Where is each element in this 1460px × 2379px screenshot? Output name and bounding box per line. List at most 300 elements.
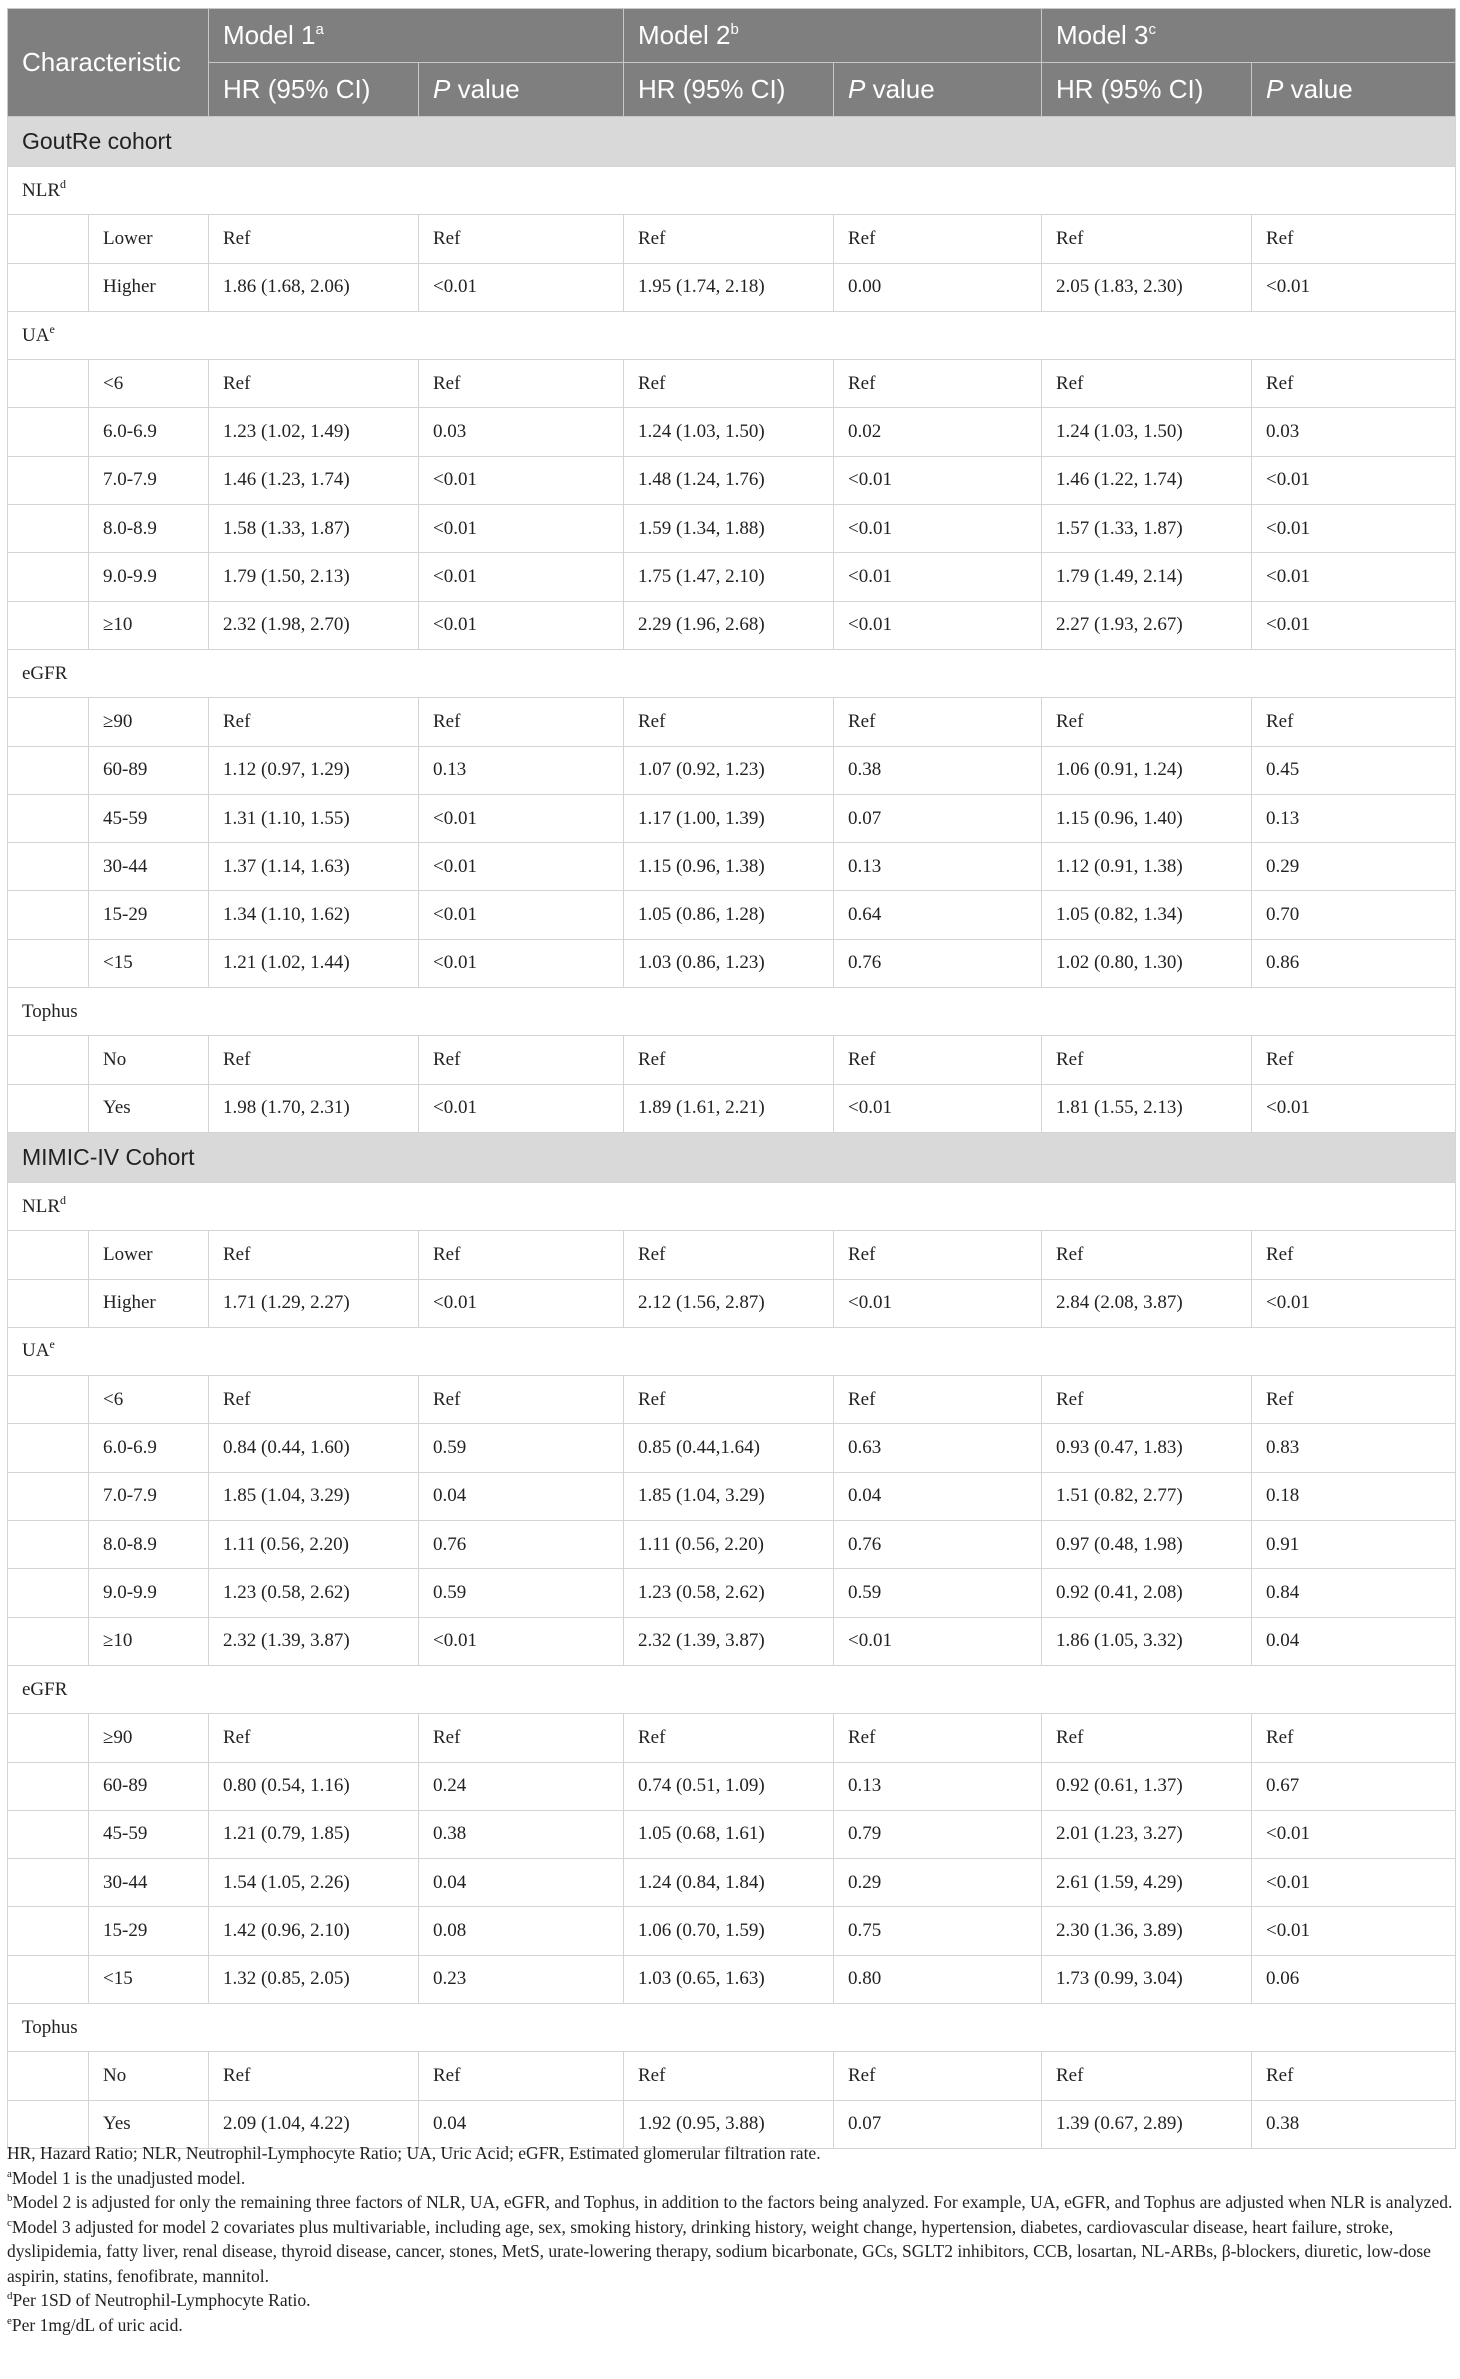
level-cell: Yes: [89, 1084, 209, 1132]
p-value-cell-model-3: Ref: [1252, 360, 1456, 408]
p-value-cell-model-3: <0.01: [1252, 1859, 1456, 1907]
p-value-cell-model-3: <0.01: [1252, 553, 1456, 601]
variable-label: [8, 1327, 1456, 1375]
p-value-cell-model-1: <0.01: [419, 263, 624, 311]
footnote-marker: b: [7, 2192, 13, 2204]
variable-group-row: [8, 167, 1456, 215]
hr-cell-model-2: 1.06 (0.70, 1.59): [624, 1907, 834, 1955]
hr-cell-model-1: 2.32 (1.39, 3.87): [209, 1617, 419, 1665]
table-row: [8, 1376, 1456, 1424]
indent-cell: [8, 1084, 89, 1132]
indent-cell: [8, 456, 89, 504]
p-value-cell-model-2: <0.01: [834, 1617, 1042, 1665]
p-value-cell-model-1: 0.08: [419, 1907, 624, 1955]
variable-name: eGFR: [22, 662, 68, 684]
hr-cell-model-1: 1.23 (1.02, 1.49): [209, 408, 419, 456]
footnote-marker: e: [49, 1337, 55, 1352]
p-value-cell-model-3: 0.67: [1252, 1762, 1456, 1810]
p-value-cell-model-3: Ref: [1252, 1231, 1456, 1279]
p-value-cell-model-2: Ref: [834, 360, 1042, 408]
p-value-cell-model-2: 0.29: [834, 1859, 1042, 1907]
table-row: [8, 408, 1456, 456]
table-row: [8, 553, 1456, 601]
p-value-cell-model-3: 0.91: [1252, 1521, 1456, 1569]
hr-cell-model-2: 1.85 (1.04, 3.29): [624, 1472, 834, 1520]
p-value-cell-model-1: 0.38: [419, 1810, 624, 1858]
table-row: [8, 456, 1456, 504]
indent-cell: [8, 1810, 89, 1858]
variable-group-row: [8, 2003, 1456, 2051]
cohort-title: MIMIC-IV Cohort: [8, 1132, 1456, 1182]
table-row: [8, 746, 1456, 794]
indent-cell: [8, 1955, 89, 2003]
p-value-cell-model-1: 0.59: [419, 1569, 624, 1617]
p-value-cell-model-2: 0.76: [834, 1521, 1042, 1569]
p-value-cell-model-3: <0.01: [1252, 1084, 1456, 1132]
hr-cell-model-2: 1.89 (1.61, 2.21): [624, 1084, 834, 1132]
variable-group-row: [8, 1327, 1456, 1375]
hr-cell-model-3: 2.30 (1.36, 3.89): [1042, 1907, 1252, 1955]
footnote-marker: e: [49, 321, 55, 336]
hr-cell-model-2: 2.29 (1.96, 2.68): [624, 601, 834, 649]
p-value-cell-model-1: 0.04: [419, 1472, 624, 1520]
p-value-cell-model-2: <0.01: [834, 505, 1042, 553]
level-cell: <6: [89, 1376, 209, 1424]
p-value-cell-model-1: <0.01: [419, 1084, 624, 1132]
p-value-cell-model-3: 0.45: [1252, 746, 1456, 794]
p-value-cell-model-3: 0.13: [1252, 794, 1456, 842]
table-row: [8, 1472, 1456, 1520]
hr-cell-model-1: Ref: [209, 1376, 419, 1424]
hr-cell-model-2: 1.23 (0.58, 2.62): [624, 1569, 834, 1617]
table-row: [8, 1859, 1456, 1907]
indent-cell: [8, 843, 89, 891]
indent-cell: [8, 505, 89, 553]
hr-cell-model-2: Ref: [624, 1376, 834, 1424]
p-value-cell-model-1: <0.01: [419, 1279, 624, 1327]
p-value-cell-model-1: Ref: [419, 1036, 624, 1084]
p-value-cell-model-1: Ref: [419, 1376, 624, 1424]
footnote-text: Per 1SD of Neutrophil-Lymphocyte Ratio.: [12, 2290, 311, 2310]
table-row: [8, 1762, 1456, 1810]
p-value-cell-model-2: Ref: [834, 1376, 1042, 1424]
p-value-cell-model-2: <0.01: [834, 1084, 1042, 1132]
variable-label: [8, 167, 1456, 215]
hr-cell-model-2: Ref: [624, 215, 834, 263]
variable-name: UA: [22, 1340, 50, 1362]
p-value-cell-model-2: 0.13: [834, 843, 1042, 891]
hr-cell-model-3: 1.46 (1.22, 1.74): [1042, 456, 1252, 504]
p-value-cell-model-2: <0.01: [834, 456, 1042, 504]
hr-cell-model-2: Ref: [624, 2052, 834, 2100]
level-cell: Yes: [89, 2100, 209, 2148]
hr-cell-model-3: 2.01 (1.23, 3.27): [1042, 1810, 1252, 1858]
hr-cell-model-1: 1.86 (1.68, 2.06): [209, 263, 419, 311]
p-value-cell-model-2: Ref: [834, 1714, 1042, 1762]
indent-cell: [8, 794, 89, 842]
header-model-1: Model 1$^a$: [209, 9, 624, 63]
variable-label: [8, 1665, 1456, 1713]
level-cell: 6.0-6.9: [89, 408, 209, 456]
level-cell: ≥10: [89, 1617, 209, 1665]
hr-cell-model-1: 1.21 (1.02, 1.44): [209, 939, 419, 987]
indent-cell: [8, 746, 89, 794]
footnote: [7, 2190, 1455, 2215]
p-value-cell-model-2: Ref: [834, 1231, 1042, 1279]
hr-cell-model-2: 1.24 (0.84, 1.84): [624, 1859, 834, 1907]
hr-cell-model-3: 1.24 (1.03, 1.50): [1042, 408, 1252, 456]
indent-cell: [8, 1231, 89, 1279]
level-cell: No: [89, 2052, 209, 2100]
hr-cell-model-3: Ref: [1042, 698, 1252, 746]
p-value-cell-model-1: 0.59: [419, 1424, 624, 1472]
level-cell: 7.0-7.9: [89, 1472, 209, 1520]
p-value-cell-model-1: 0.04: [419, 1859, 624, 1907]
table-header: [8, 9, 1456, 117]
variable-name: Tophus: [22, 2016, 78, 2038]
table-row: [8, 601, 1456, 649]
p-value-cell-model-3: 0.03: [1252, 408, 1456, 456]
footnote-marker: d: [7, 2290, 13, 2302]
header-hr-2: HR (95% CI): [624, 63, 834, 117]
p-value-cell-model-3: <0.01: [1252, 1810, 1456, 1858]
indent-cell: [8, 1762, 89, 1810]
p-value-cell-model-3: Ref: [1252, 215, 1456, 263]
level-cell: 60-89: [89, 746, 209, 794]
level-cell: <15: [89, 939, 209, 987]
hr-cell-model-2: 1.59 (1.34, 1.88): [624, 505, 834, 553]
variable-label: [8, 1182, 1456, 1230]
p-value-cell-model-3: 0.29: [1252, 843, 1456, 891]
p-value-cell-model-1: 0.76: [419, 1521, 624, 1569]
table-row: [8, 1231, 1456, 1279]
hr-cell-model-1: 1.42 (0.96, 2.10): [209, 1907, 419, 1955]
indent-cell: [8, 891, 89, 939]
p-value-cell-model-1: <0.01: [419, 794, 624, 842]
level-cell: Lower: [89, 215, 209, 263]
hr-cell-model-1: Ref: [209, 698, 419, 746]
cohort-section-row: [8, 1132, 1456, 1182]
variable-name: eGFR: [22, 1678, 68, 1700]
footnote-marker: d: [60, 176, 66, 191]
p-value-cell-model-3: 0.70: [1252, 891, 1456, 939]
hr-cell-model-1: 0.84 (0.44, 1.60): [209, 1424, 419, 1472]
hr-cell-model-3: Ref: [1042, 2052, 1252, 2100]
variable-group-row: [8, 1182, 1456, 1230]
p-value-cell-model-1: 0.04: [419, 2100, 624, 2148]
hr-cell-model-3: 1.81 (1.55, 2.13): [1042, 1084, 1252, 1132]
p-value-cell-model-2: Ref: [834, 215, 1042, 263]
p-value-cell-model-1: Ref: [419, 2052, 624, 2100]
hr-cell-model-3: 2.84 (2.08, 3.87): [1042, 1279, 1252, 1327]
hr-cell-model-3: 0.93 (0.47, 1.83): [1042, 1424, 1252, 1472]
indent-cell: [8, 1859, 89, 1907]
hr-cell-model-3: 0.97 (0.48, 1.98): [1042, 1521, 1252, 1569]
hr-cell-model-2: 0.85 (0.44,1.64): [624, 1424, 834, 1472]
p-value-cell-model-1: <0.01: [419, 456, 624, 504]
hr-cell-model-3: 2.05 (1.83, 2.30): [1042, 263, 1252, 311]
hr-cell-model-2: 1.92 (0.95, 3.88): [624, 2100, 834, 2148]
p-value-cell-model-3: 0.84: [1252, 1569, 1456, 1617]
table-row: [8, 1810, 1456, 1858]
level-cell: 9.0-9.9: [89, 1569, 209, 1617]
indent-cell: [8, 215, 89, 263]
indent-cell: [8, 1521, 89, 1569]
header-p-1: P value: [419, 63, 624, 117]
p-value-cell-model-1: Ref: [419, 1714, 624, 1762]
p-value-cell-model-1: <0.01: [419, 505, 624, 553]
level-cell: Lower: [89, 1231, 209, 1279]
hr-cell-model-3: 1.06 (0.91, 1.24): [1042, 746, 1252, 794]
table-footnotes: [7, 2141, 1455, 2337]
hr-cell-model-2: 1.95 (1.74, 2.18): [624, 263, 834, 311]
hr-cell-model-1: 1.85 (1.04, 3.29): [209, 1472, 419, 1520]
p-value-cell-model-1: <0.01: [419, 843, 624, 891]
hr-cell-model-1: 1.23 (0.58, 2.62): [209, 1569, 419, 1617]
p-value-cell-model-1: Ref: [419, 360, 624, 408]
level-cell: Higher: [89, 263, 209, 311]
indent-cell: [8, 553, 89, 601]
p-value-cell-model-2: 0.63: [834, 1424, 1042, 1472]
hr-cell-model-1: 1.71 (1.29, 2.27): [209, 1279, 419, 1327]
level-cell: 6.0-6.9: [89, 1424, 209, 1472]
hr-cell-model-2: 1.05 (0.86, 1.28): [624, 891, 834, 939]
table-row: [8, 1714, 1456, 1762]
p-value-cell-model-2: 0.00: [834, 263, 1042, 311]
table-row: [8, 794, 1456, 842]
p-value-cell-model-2: Ref: [834, 1036, 1042, 1084]
level-cell: No: [89, 1036, 209, 1084]
indent-cell: [8, 1472, 89, 1520]
header-characteristic: Characteristic: [8, 9, 209, 117]
indent-cell: [8, 939, 89, 987]
p-value-cell-model-3: <0.01: [1252, 456, 1456, 504]
hr-cell-model-3: 1.12 (0.91, 1.38): [1042, 843, 1252, 891]
p-value-cell-model-2: 0.80: [834, 1955, 1042, 2003]
table-row: [8, 1617, 1456, 1665]
hr-cell-model-3: 0.92 (0.61, 1.37): [1042, 1762, 1252, 1810]
hr-cell-model-1: Ref: [209, 360, 419, 408]
table-row: [8, 505, 1456, 553]
footnote-marker: d: [60, 1192, 66, 1207]
p-value-cell-model-2: 0.76: [834, 939, 1042, 987]
hr-cell-model-3: Ref: [1042, 215, 1252, 263]
indent-cell: [8, 263, 89, 311]
variable-name: UA: [22, 324, 50, 346]
hr-cell-model-1: Ref: [209, 1036, 419, 1084]
footnote-marker: c: [7, 2216, 12, 2229]
hr-cell-model-1: Ref: [209, 1714, 419, 1762]
p-value-cell-model-3: Ref: [1252, 1376, 1456, 1424]
hr-cell-model-2: Ref: [624, 1231, 834, 1279]
header-hr-3: HR (95% CI): [1042, 63, 1252, 117]
table-row: [8, 2052, 1456, 2100]
hr-cell-model-3: 2.61 (1.59, 4.29): [1042, 1859, 1252, 1907]
hr-cell-model-1: 1.32 (0.85, 2.05): [209, 1955, 419, 2003]
level-cell: 8.0-8.9: [89, 1521, 209, 1569]
variable-label: [8, 988, 1456, 1036]
p-value-cell-model-1: <0.01: [419, 1617, 624, 1665]
footnote: [7, 2166, 1455, 2191]
indent-cell: [8, 601, 89, 649]
indent-cell: [8, 1036, 89, 1084]
hr-cell-model-3: 1.57 (1.33, 1.87): [1042, 505, 1252, 553]
indent-cell: [8, 1714, 89, 1762]
hr-cell-model-2: 1.75 (1.47, 2.10): [624, 553, 834, 601]
p-value-cell-model-1: 0.23: [419, 1955, 624, 2003]
p-value-cell-model-1: <0.01: [419, 553, 624, 601]
table-row: [8, 698, 1456, 746]
hr-cell-model-3: Ref: [1042, 1036, 1252, 1084]
header-model-2: Model 2$^b$: [624, 9, 1042, 63]
p-value-cell-model-3: <0.01: [1252, 505, 1456, 553]
p-value-cell-model-3: Ref: [1252, 2052, 1456, 2100]
p-value-cell-model-2: 0.64: [834, 891, 1042, 939]
hr-cell-model-2: Ref: [624, 698, 834, 746]
table-row: [8, 1036, 1456, 1084]
hr-cell-model-2: 1.11 (0.56, 2.20): [624, 1521, 834, 1569]
hr-cell-model-1: 1.54 (1.05, 2.26): [209, 1859, 419, 1907]
variable-name: NLR: [22, 1195, 60, 1217]
hr-cell-model-3: Ref: [1042, 1231, 1252, 1279]
footnote-text: Model 2 is adjusted for only the remaining three factors of NLR, UA, eGFR, and Tophus, in addition to the factors being analyzed. For example, UA, eGFR, and Tophus are adjusted when NLR is analyzed.: [12, 2192, 1453, 2212]
hr-cell-model-2: 1.03 (0.86, 1.23): [624, 939, 834, 987]
hr-cell-model-1: 1.11 (0.56, 2.20): [209, 1521, 419, 1569]
hr-cell-model-2: 1.15 (0.96, 1.38): [624, 843, 834, 891]
p-value-cell-model-2: 0.38: [834, 746, 1042, 794]
p-value-cell-model-1: Ref: [419, 215, 624, 263]
hr-cell-model-3: 1.39 (0.67, 2.89): [1042, 2100, 1252, 2148]
p-value-cell-model-3: 0.86: [1252, 939, 1456, 987]
cohort-title: GoutRe cohort: [8, 117, 1456, 167]
level-cell: ≥10: [89, 601, 209, 649]
p-value-cell-model-3: Ref: [1252, 1714, 1456, 1762]
footnote-text: Model 3 adjusted for model 2 covariates plus multivariable, including age, sex, smoking history, drinking history, weight change, hypertension, diabetes, cardiovascular disease, heart failure, stroke, dyslipidemia, fatty liver, renal disease, thyroid disease, cancer, stones, MetS, urate-lowering therapy, sodium bicarbonate, GCs, SGLT2 inhibitors, CCB, losartan, NL-ARBs, β-blockers, diuretic, low-dose aspirin, statins, fenofibrate, mannitol.: [7, 2216, 1431, 2286]
variable-label: [8, 649, 1456, 697]
indent-cell: [8, 1617, 89, 1665]
level-cell: 15-29: [89, 1907, 209, 1955]
hr-cell-model-3: 1.05 (0.82, 1.34): [1042, 891, 1252, 939]
variable-label: [8, 2003, 1456, 2051]
level-cell: <6: [89, 360, 209, 408]
table-row: [8, 939, 1456, 987]
p-value-cell-model-2: 0.04: [834, 1472, 1042, 1520]
hr-cell-model-1: Ref: [209, 215, 419, 263]
table-row: [8, 1424, 1456, 1472]
hr-cell-model-3: 1.15 (0.96, 1.40): [1042, 794, 1252, 842]
indent-cell: [8, 698, 89, 746]
p-value-cell-model-1: 0.03: [419, 408, 624, 456]
indent-cell: [8, 2052, 89, 2100]
hr-cell-model-3: Ref: [1042, 1714, 1252, 1762]
table-row: [8, 360, 1456, 408]
level-cell: 15-29: [89, 891, 209, 939]
table-row: [8, 1279, 1456, 1327]
indent-cell: [8, 1279, 89, 1327]
p-value-cell-model-2: Ref: [834, 2052, 1042, 2100]
hr-cell-model-2: 0.74 (0.51, 1.09): [624, 1762, 834, 1810]
level-cell: 45-59: [89, 794, 209, 842]
p-value-cell-model-1: Ref: [419, 698, 624, 746]
variable-group-row: [8, 649, 1456, 697]
p-value-cell-model-2: 0.13: [834, 1762, 1042, 1810]
hr-cell-model-1: 0.80 (0.54, 1.16): [209, 1762, 419, 1810]
p-value-cell-model-3: <0.01: [1252, 601, 1456, 649]
footnote: [7, 2141, 1455, 2166]
p-value-cell-model-3: <0.01: [1252, 1907, 1456, 1955]
hr-cell-model-1: 1.12 (0.97, 1.29): [209, 746, 419, 794]
footnote-marker: a: [7, 2167, 12, 2180]
table-body: [8, 117, 1456, 2149]
hazard-ratio-table: [7, 8, 1456, 2149]
p-value-cell-model-1: <0.01: [419, 891, 624, 939]
variable-group-row: [8, 311, 1456, 359]
indent-cell: [8, 1376, 89, 1424]
indent-cell: [8, 1907, 89, 1955]
table-row: [8, 1521, 1456, 1569]
footnote-text: Per 1mg/dL of uric acid.: [11, 2314, 183, 2335]
p-value-cell-model-1: 0.13: [419, 746, 624, 794]
p-value-cell-model-3: Ref: [1252, 698, 1456, 746]
hr-cell-model-2: 2.32 (1.39, 3.87): [624, 1617, 834, 1665]
hr-cell-model-1: 1.98 (1.70, 2.31): [209, 1084, 419, 1132]
level-cell: ≥90: [89, 698, 209, 746]
table-row: [8, 215, 1456, 263]
p-value-cell-model-3: <0.01: [1252, 263, 1456, 311]
hr-cell-model-1: 2.09 (1.04, 4.22): [209, 2100, 419, 2148]
table-row: [8, 1907, 1456, 1955]
hr-cell-model-2: 1.48 (1.24, 1.76): [624, 456, 834, 504]
hr-cell-model-1: Ref: [209, 2052, 419, 2100]
hr-cell-model-3: 1.73 (0.99, 3.04): [1042, 1955, 1252, 2003]
footnote: [7, 2288, 1455, 2313]
results-table-container: [7, 8, 1455, 2149]
hr-cell-model-2: 2.12 (1.56, 2.87): [624, 1279, 834, 1327]
variable-name: NLR: [22, 179, 60, 201]
hr-cell-model-2: 1.17 (1.00, 1.39): [624, 794, 834, 842]
header-hr-1: HR (95% CI): [209, 63, 419, 117]
p-value-cell-model-1: <0.01: [419, 939, 624, 987]
level-cell: 7.0-7.9: [89, 456, 209, 504]
indent-cell: [8, 360, 89, 408]
footnote-marker: e: [7, 2314, 12, 2327]
hr-cell-model-3: 1.02 (0.80, 1.30): [1042, 939, 1252, 987]
p-value-cell-model-1: Ref: [419, 1231, 624, 1279]
indent-cell: [8, 1424, 89, 1472]
p-value-cell-model-3: 0.83: [1252, 1424, 1456, 1472]
p-value-cell-model-2: 0.07: [834, 794, 1042, 842]
level-cell: 60-89: [89, 1762, 209, 1810]
level-cell: ≥90: [89, 1714, 209, 1762]
table-row: [8, 891, 1456, 939]
table-row: [8, 843, 1456, 891]
level-cell: 45-59: [89, 1810, 209, 1858]
p-value-cell-model-2: <0.01: [834, 1279, 1042, 1327]
header-model-3: Model 3$^c$: [1042, 9, 1456, 63]
hr-cell-model-1: 1.79 (1.50, 2.13): [209, 553, 419, 601]
header-p-3: P value: [1252, 63, 1456, 117]
level-cell: 30-44: [89, 1859, 209, 1907]
hr-cell-model-2: 1.24 (1.03, 1.50): [624, 408, 834, 456]
variable-name: Tophus: [22, 1000, 78, 1022]
hr-cell-model-1: Ref: [209, 1231, 419, 1279]
footnote-text: HR, Hazard Ratio; NLR, Neutrophil-Lymphocyte Ratio; UA, Uric Acid; eGFR, Estimated glomerular filtration rate.: [7, 2143, 821, 2163]
hr-cell-model-2: 1.05 (0.68, 1.61): [624, 1810, 834, 1858]
hr-cell-model-2: Ref: [624, 360, 834, 408]
footnote-text: Model 1 is the unadjusted model.: [11, 2167, 246, 2188]
footnote: [7, 2313, 1455, 2338]
table-row: [8, 1955, 1456, 2003]
